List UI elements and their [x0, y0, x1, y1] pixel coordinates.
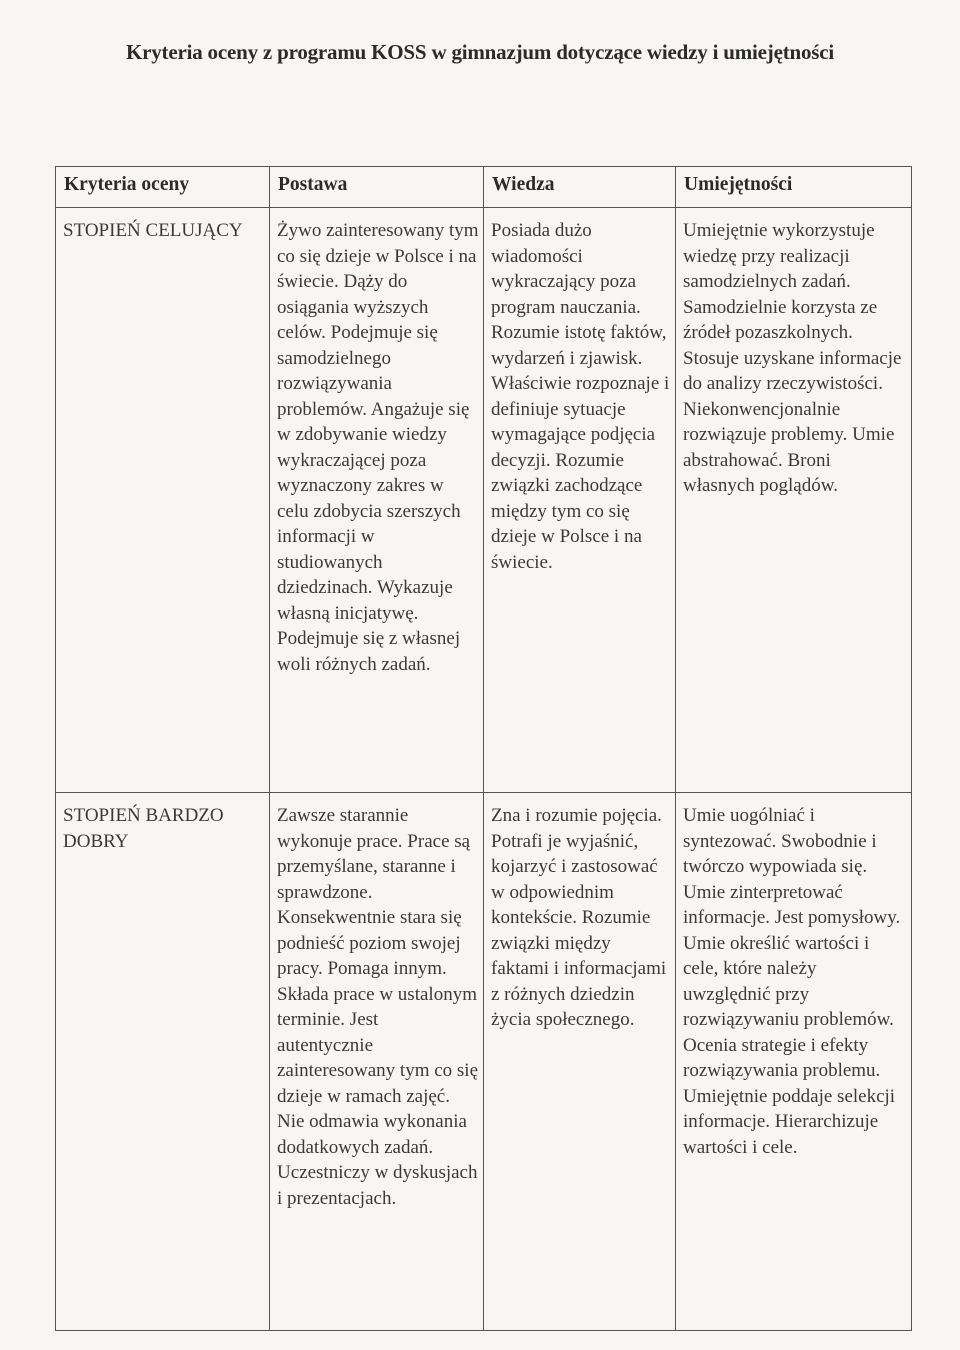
- table-header-row: [56, 167, 912, 208]
- table-row: [56, 208, 912, 793]
- skills-text: Umiejętnie wykorzystuje wiedzę przy realizacji samodzielnych zadań. Samodzielnie korzysta ze źródeł pozaszkolnych. Stosuje uzyskane informacje do analizy rzeczywistości. Niekonwencjonalnie rozwiązuje problemy. Umie abstrahować. Broni własnych poglądów.: [683, 220, 902, 496]
- grade-label: STOPIEŃ BARDZO DOBRY: [63, 805, 224, 852]
- grade-label: STOPIEŃ CELUJĄCY: [63, 220, 243, 241]
- criteria-table: [55, 166, 912, 1331]
- header-skills: Umiejętności: [676, 167, 912, 208]
- page-title: Kryteria oceny z programu KOSS w gimnazjum dotyczące wiedzy i umiejętności: [125, 40, 835, 64]
- attitude-text: Żywo zainteresowany tym co się dzieje w Polsce i na świecie. Dąży do osiągania wyższych celów. Podejmuje się samodzielnego rozwiązywania problemów. Angażuje się w zdobywanie wiedzy wykraczającej poza wyznaczony zakres w celu zdobycia szerszych informacji w studiowanych dziedzinach. Wykazuje własną inicjatywę. Podejmuje się z własnej woli różnych zadań.: [277, 220, 479, 675]
- header-attitude: Postawa: [270, 167, 484, 208]
- attitude-cell: [270, 793, 484, 1331]
- knowledge-text: Zna i rozumie pojęcia. Potrafi je wyjaśnić, kojarzyć i zastosować w odpowiednim kontekście. Rozumie związki między faktami i informacjami z różnych dziedzin życia społecznego.: [491, 805, 667, 1030]
- header-criteria: Kryteria oceny: [56, 167, 270, 208]
- knowledge-text: Posiada dużo wiadomości wykraczający poza program nauczania. Rozumie istotę faktów, wydarzeń i zjawisk. Właściwie rozpoznaje i definiuje sytuacje wymagające podjęcia decyzji. Rozumie związki zachodzące między tym co się dzieje w Polsce i na świecie.: [491, 220, 670, 573]
- table-row: [56, 793, 912, 1331]
- skills-text: Umie uogólniać i syntezować. Swobodnie i twórczo wypowiada się. Umie zinterpretować informacje. Jest pomysłowy. Umie określić wartości i cele, które należy uwzględnić przy rozwiązywaniu problemów. Ocenia strategie i efekty rozwiązywania problemu. Umiejętnie poddaje selekcji informacje. Hierarchizuje wartości i cele.: [683, 805, 901, 1158]
- skills-cell: [676, 793, 912, 1331]
- knowledge-cell: [484, 208, 676, 793]
- grade-cell: [56, 208, 270, 793]
- knowledge-cell: [484, 793, 676, 1331]
- attitude-cell: [270, 208, 484, 793]
- skills-cell: [676, 208, 912, 793]
- grade-cell: [56, 793, 270, 1331]
- attitude-text: Zawsze starannie wykonuje prace. Prace są przemyślane, staranne i sprawdzone. Konsekwentnie stara się podnieść poziom swojej pracy. Pomaga innym. Składa prace w ustalonym terminie. Jest autentycznie zainteresowany tym co się dzieje w ramach zajęć. Nie odmawia wykonania dodatkowych zadań. Uczestniczy w dyskusjach i prezentacjach.: [277, 805, 479, 1209]
- header-knowledge: Wiedza: [484, 167, 676, 208]
